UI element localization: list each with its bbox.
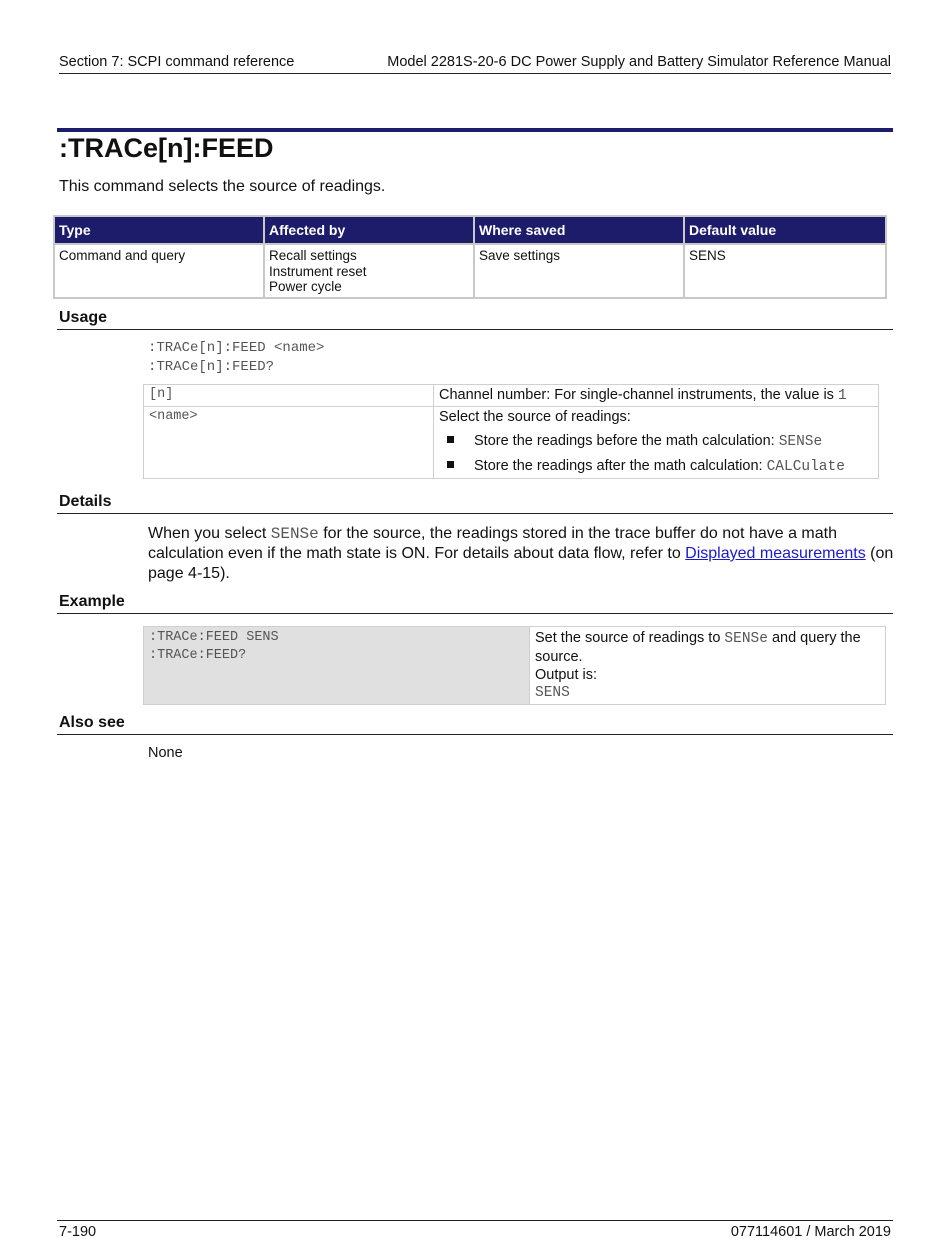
cell-where-saved: Save settings [475,245,683,297]
details-text: (on page 4-15). [148,545,894,582]
example-rule [57,613,893,614]
details-text: for the source, the readings stored in the trace buffer do not have a math calculation even if the math state is ON. For details about data flow, refer to [148,525,837,562]
header-where-saved: Where saved [475,217,683,243]
details-code: SENSe [270,525,319,543]
bullet-text: Store the readings after the math calculation: [474,458,767,474]
param-desc [434,407,879,479]
attributes-row [55,245,885,297]
example-code [144,627,530,705]
attributes-header-row [55,217,885,243]
details-paragraph [148,524,898,584]
page-number: 7-190 [59,1224,97,1240]
bullet-text: Store the readings before the math calculation: [474,433,779,449]
example-description [530,627,886,705]
param-desc-code: 1 [837,388,847,404]
usage-heading: Usage [59,309,108,326]
usage-rule [57,329,893,330]
bullet-square-icon [447,436,454,443]
header-default-value: Default value [685,217,885,243]
cell-affected-by [265,245,473,297]
page-title: :TRACe[n]:FEED [59,133,274,163]
bullet-code: SENSe [778,434,823,450]
details-rule [57,513,893,514]
header-affected-by: Affected by [265,217,473,243]
param-name: [n] [144,385,434,407]
displayed-measurements-link[interactable]: Displayed measurements [685,545,866,562]
document-number-date: 077114601 / March 2019 [730,1224,891,1240]
bullet-code: CALCulate [766,459,845,475]
title-bar [57,128,893,132]
usage-query: :TRACe[n]:FEED? [148,359,275,375]
intro-text: This command selects the source of readings. [59,178,386,195]
affected-by-item: Power cycle [269,279,342,294]
also-see-rule [57,734,893,735]
affected-by-item: Recall settings [269,248,357,263]
example-desc-code: SENSe [724,631,768,647]
bullet-square-icon [447,461,454,468]
cell-default-value: SENS [685,245,885,297]
details-text: When you select [148,525,271,542]
header-type: Type [55,217,263,243]
affected-by-item: Instrument reset [269,263,367,279]
also-see-heading: Also see [59,714,125,731]
param-name: <name> [144,407,434,479]
param-row [144,385,879,407]
parameters-table [143,384,879,479]
usage-command: :TRACe[n]:FEED <name> [148,340,325,356]
example-output-label: Output is: [535,667,598,683]
running-header-section: Section 7: SCPI command reference [59,54,295,70]
bullet-item [439,433,873,450]
example-desc-text: Set the source of readings to [535,630,725,646]
cell-type: Command and query [55,245,263,297]
footer-rule [57,1220,893,1221]
bullet-item [439,458,873,475]
details-heading: Details [59,493,112,510]
running-header-manual-title: Model 2281S-20-6 DC Power Supply and Battery Simulator Reference Manual [387,54,891,70]
also-see-text: None [148,745,183,761]
example-output-value: SENS [535,685,570,701]
param-desc-text: Select the source of readings: [439,409,631,425]
param-desc [434,385,879,407]
example-table [143,626,886,705]
example-desc-text: and query the source. [535,630,861,665]
param-desc-text: Channel number: For single-channel instruments, the value is [439,387,838,403]
example-code-line: :TRACe:FEED? [149,648,247,663]
attributes-table [53,215,887,299]
param-row [144,407,879,479]
example-row [144,627,886,705]
example-code-line: :TRACe:FEED SENS [149,630,279,645]
example-heading: Example [59,593,125,610]
header-rule [59,73,891,74]
